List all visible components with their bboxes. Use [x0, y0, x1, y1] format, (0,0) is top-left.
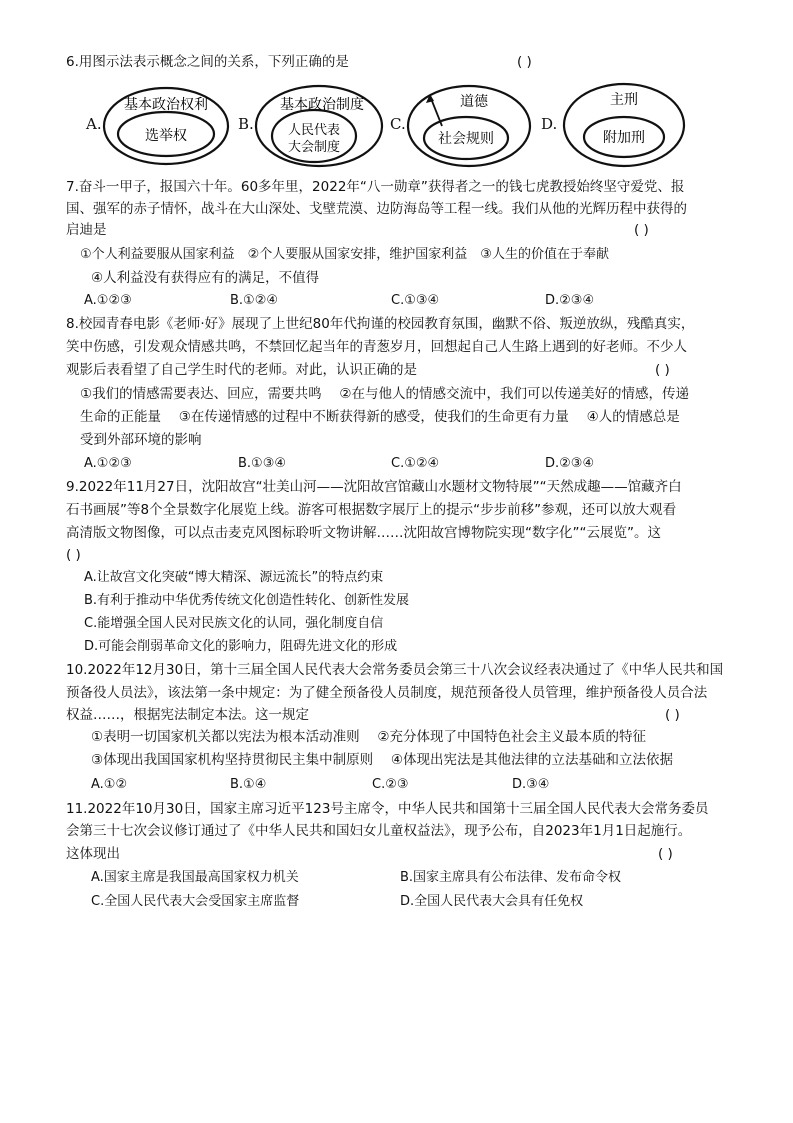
q10-stem-line-1: 10.2022年12月30日，第十三届全国人民代表大会常务委员会第三十八次会议经表决通过了《中华人民共和国 — [66, 662, 724, 678]
q6-a-inner-label: 选举权 — [145, 128, 187, 144]
q7-option-a[interactable]: A.①②③ — [84, 293, 132, 308]
q9-stem-line-2: 石书画展”等8个全景数字化展览上线。游客可根据数字展厅上的提示“步步前移”参观，还可以放大观看 — [66, 502, 677, 518]
q11-option-b[interactable]: B.国家主席具有公布法律、发布命令权 — [400, 870, 622, 885]
q10-statements-line-2: ③体现出我国国家机构坚持贯彻民主集中制原则 ④体现出宪法是其他法律的立法基础和立法依据 — [91, 752, 673, 768]
q8-stem-line-2: 笑中伤感，引发观众情感共鸣，不禁回忆起当年的青葱岁月，回想起自己人生路上遇到的好老师。不少人 — [66, 339, 687, 355]
q8-option-c[interactable]: C.①②④ — [391, 456, 440, 471]
q6-c-inner-label: 社会规则 — [438, 131, 494, 147]
q6-c-outer-label: 道德 — [460, 94, 488, 110]
q8-statements-line-1: ①我们的情感需要表达、回应，需要共鸣 ②在与他人的情感交流中，我们可以传递美好的情感，传递 — [80, 386, 689, 402]
q6-option-c-letter: C. — [390, 115, 406, 133]
q6-option-d-letter: D. — [541, 115, 558, 133]
q8-stem-line-1: 8.校园青春电影《老师·好》展现了上世纪80年代拘谨的校园教育氛围，幽默不俗、叛逆放纵，残酷真实， — [66, 316, 695, 332]
q6-d-outer-label: 主刑 — [610, 92, 638, 108]
q6-diagram-d[interactable] — [562, 82, 686, 168]
q9-stem-line-1: 9.2022年11月27日，沈阳故宫“壮美山河——沈阳故宫馆藏山水题材文物特展”“天然成趣——馆藏齐白 — [66, 479, 682, 495]
q7-stem-line-1: 7.奋斗一甲子，报国六十年。60多年里，2022年“八一勋章”获得者之一的钱七虎教授始终坚守爱党、报 — [66, 179, 685, 195]
q10-option-a[interactable]: A.①② — [91, 777, 128, 792]
q8-option-d[interactable]: D.②③④ — [545, 456, 595, 471]
q10-option-c[interactable]: C.②③ — [372, 777, 409, 792]
q9-option-c[interactable]: C.能增强全国人民对民族文化的认同，强化制度自信 — [84, 616, 384, 631]
q6-b-outer-label: 基本政治制度 — [280, 97, 364, 113]
q6-b-inner-label-2: 大会制度 — [287, 140, 341, 155]
q7-stem-line-2: 国、强军的赤子情怀，战斗在大山深处、戈壁荒漠、边防海岛等工程一线。我们从他的光辉历程中获得的 — [66, 201, 687, 217]
q8-option-b[interactable]: B.①③④ — [238, 456, 287, 471]
q7-statements-line-2: ④人利益没有获得应有的满足，不值得 — [91, 270, 320, 286]
q7-answer-bracket: ( ) — [634, 222, 649, 238]
q11-option-c[interactable]: C.全国人民代表大会受国家主席监督 — [91, 894, 300, 909]
q6-option-b-letter: B. — [238, 115, 254, 133]
q11-stem-line-2: 会第三十七次会议修订通过了《中华人民共和国妇女儿童权益法》，现予公布，自2023年1月1日起施行。 — [66, 823, 692, 839]
q10-answer-bracket: ( ) — [665, 707, 680, 723]
q9-answer-bracket: ( ) — [66, 547, 81, 563]
q9-stem-line-3: 高清版文物图像，可以点击麦克风图标聆听文物讲解……沈阳故宫博物院实现“数字化”“云展览”。这 — [66, 525, 661, 541]
q6-diagram-b[interactable] — [254, 84, 384, 168]
q7-option-b[interactable]: B.①②④ — [230, 293, 279, 308]
q10-option-b[interactable]: B.①④ — [230, 777, 267, 792]
q9-option-b[interactable]: B.有利于推动中华优秀传统文化创造性转化、创新性发展 — [84, 593, 410, 608]
q7-option-c[interactable]: C.①③④ — [391, 293, 440, 308]
q6-b-inner-label-1: 人民代表 — [287, 123, 341, 138]
q8-answer-bracket: ( ) — [655, 362, 670, 378]
q6-a-outer-label: 基本政治权利 — [124, 97, 208, 113]
q8-option-a[interactable]: A.①②③ — [84, 456, 132, 471]
q9-option-d[interactable]: D.可能会削弱革命文化的影响力，阻碍先进文化的形成 — [84, 639, 398, 654]
q6-stem: 6.用图示法表示概念之间的关系，下列正确的是 — [66, 54, 349, 70]
q6-answer-bracket: ( ) — [517, 54, 532, 70]
q7-stem-line-3: 启迪是 — [66, 222, 107, 238]
q8-statements-line-2: 生命的正能量 ③在传递情感的过程中不断获得新的感受，使我们的生命更有力量 ④人的情感总是 — [80, 409, 680, 425]
q10-stem-line-2: 预备役人员法》，该法第一条中规定：为了健全预备役人员制度，规范预备役人员管理，维护预备役人员合法 — [66, 685, 708, 701]
q11-option-a[interactable]: A.国家主席是我国最高国家权力机关 — [91, 870, 299, 885]
q9-option-a[interactable]: A.让故宫文化突破“博大精深、源远流长”的特点约束 — [84, 570, 384, 585]
q6-d-inner-label: 附加刑 — [603, 130, 645, 146]
q8-statements-line-3: 受到外部环境的影响 — [80, 432, 202, 448]
q11-answer-bracket: ( ) — [658, 846, 673, 862]
q10-stem-line-3: 权益……，根据宪法制定本法。这一规定 — [66, 707, 309, 723]
q6-diagram-a[interactable] — [102, 86, 230, 166]
q6-diagram-c[interactable] — [406, 84, 532, 168]
q10-statements-line-1: ①表明一切国家机关都以宪法为根本活动准则 ②充分体现了中国特色社会主义最本质的特征 — [91, 729, 646, 745]
q7-option-d[interactable]: D.②③④ — [545, 293, 595, 308]
q11-option-d[interactable]: D.全国人民代表大会具有任免权 — [400, 894, 584, 909]
q10-option-d[interactable]: D.③④ — [512, 777, 550, 792]
q8-stem-line-3: 观影后表看望了自己学生时代的老师。对此，认识正确的是 — [66, 362, 417, 378]
q11-stem-line-3: 这体现出 — [66, 846, 120, 862]
q7-statements-line-1: ①个人利益要服从国家利益 ②个人要服从国家安排，维护国家利益 ③人生的价值在于奉献 — [80, 247, 609, 262]
q11-stem-line-1: 11.2022年10月30日，国家主席习近平123号主席令，中华人民共和国第十三届全国人民代表大会常务委员 — [66, 801, 709, 817]
q6-option-a-letter: A. — [86, 115, 102, 133]
